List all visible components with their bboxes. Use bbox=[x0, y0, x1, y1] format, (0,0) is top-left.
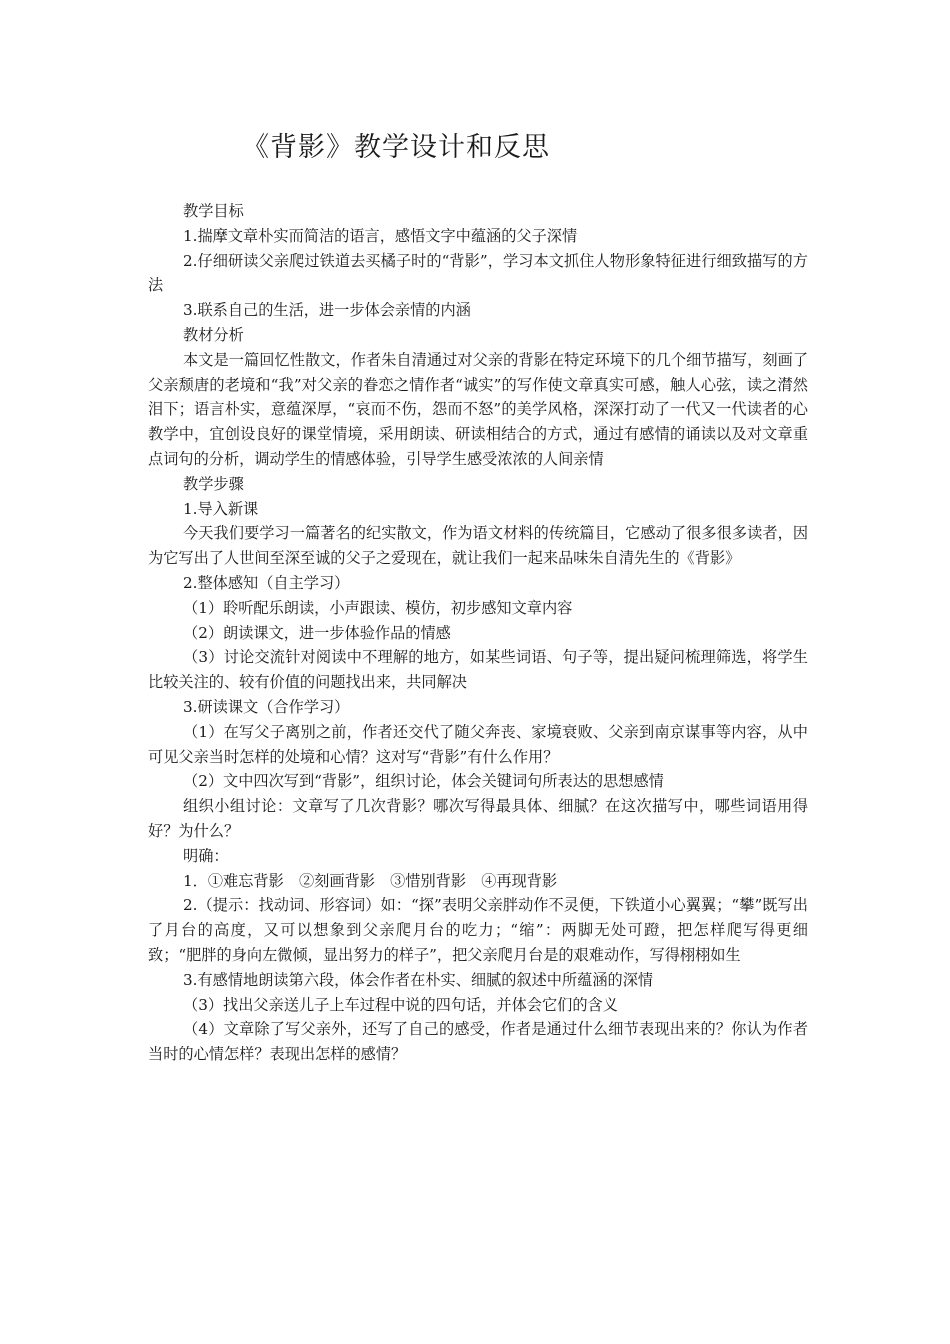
material-analysis-text: 本文是一篇回忆性散文，作者朱自清通过对父亲的背影在特定环境下的几个细节描写，刻画了父亲颓唐的老境和“我”对父亲的眷恋之情作者“诚实”的写作使文章真实可感，触人心弦，读之潸然泪下；语言朴实，意蕴深厚，“哀而不伤，怨而不怒”的美学风格，深深打动了一代又一代读者的心教学中，宜创设良好的课堂情境，采用朗读、研读相结合的方式，通过有感情的诵读以及对文章重点词句的分析，调动学生的情感体验，引导学生感受浓浓的人间亲情 bbox=[148, 350, 808, 468]
step-3-item-3: （3）找出父亲送儿子上车过程中说的四句话，并体会它们的含义 bbox=[183, 995, 618, 1014]
heading-teaching-goals: 教学目标 bbox=[183, 202, 244, 220]
step-2-heading: 2.整体感知（自主学习） bbox=[183, 573, 350, 592]
step-2-item-2: （2）朗读课文，进一步体验作品的情感 bbox=[183, 623, 451, 642]
step-1-heading: 1.导入新课 bbox=[183, 499, 259, 518]
clarify-point-1: 1．①难忘背影 ②刻画背影 ③惜别背影 ④再现背影 bbox=[183, 871, 558, 890]
goal-1: 1.揣摩文章朴实而简洁的语言，感悟文字中蕴涵的父子深情 bbox=[183, 226, 578, 245]
goal-3: 3.联系自己的生活，进一步体会亲情的内涵 bbox=[183, 301, 471, 320]
step-2-item-1: （1）聆听配乐朗读，小声跟读、模仿，初步感知文章内容 bbox=[183, 598, 573, 617]
group-discussion: 组织小组讨论：文章写了几次背影？哪次写得最具体、细腻？在这次描写中，哪些词语用得好？为什么？ bbox=[148, 797, 808, 840]
goal-2: 2.仔细研读父亲爬过铁道去买橘子时的“背影”，学习本文抓住人物形象特征进行细致描写的方法 bbox=[148, 251, 808, 295]
clarify-label: 明确： bbox=[183, 846, 229, 865]
heading-material-analysis: 教材分析 bbox=[183, 325, 244, 344]
step-3-item-2: （2）文中四次写到“背影”，组织讨论，体会关键词句所表达的思想感情 bbox=[183, 772, 664, 791]
step-2-item-3: （3）讨论交流针对阅读中不理解的地方，如某些词语、句子等，提出疑问梳理筛选，将学生比较关注的、较有价值的问题找出来，共同解决 bbox=[148, 648, 808, 692]
step-3-heading: 3.研读课文（合作学习） bbox=[183, 697, 350, 716]
clarify-point-3: 3.有感情地朗读第六段，体会作者在朴实、细腻的叙述中所蕴涵的深情 bbox=[183, 970, 654, 989]
heading-teaching-steps: 教学步骤 bbox=[183, 474, 244, 493]
step-1-text: 今天我们要学习一篇著名的纪实散文，作为语文材料的传统篇目，它感动了很多很多读者，因为它写出了人世间至深至诚的父子之爱现在，就让我们一起来品味朱自清先生的《背影》 bbox=[148, 524, 808, 568]
document-title: 《背影》教学设计和反思 bbox=[242, 132, 550, 163]
step-3-item-1: （1）在写父子离别之前，作者还交代了随父奔丧、家境衰败、父亲到南京谋事等内容，从中可见父亲当时怎样的处境和心情？这对写“背影”有什么作用？ bbox=[148, 722, 808, 766]
document-body bbox=[148, 199, 808, 1067]
clarify-point-2: 2.（提示：找动词、形容词）如：“探”表明父亲胖动作不灵便，下铁道小心翼翼；“攀”既写出了月台的高度，又可以想象到父亲爬月台的吃力；“缩”：两脚无处可蹬，把怎样爬写得更细致；“肥胖的身向左微倾，显出努力的样子”，把父亲爬月台是的艰难动作，写得栩栩如生 bbox=[148, 896, 808, 964]
step-3-item-4: （4）文章除了写父亲外，还写了自己的感受，作者是通过什么细节表现出来的？你认为作者当时的心情怎样？表现出怎样的感情？ bbox=[148, 1020, 808, 1064]
